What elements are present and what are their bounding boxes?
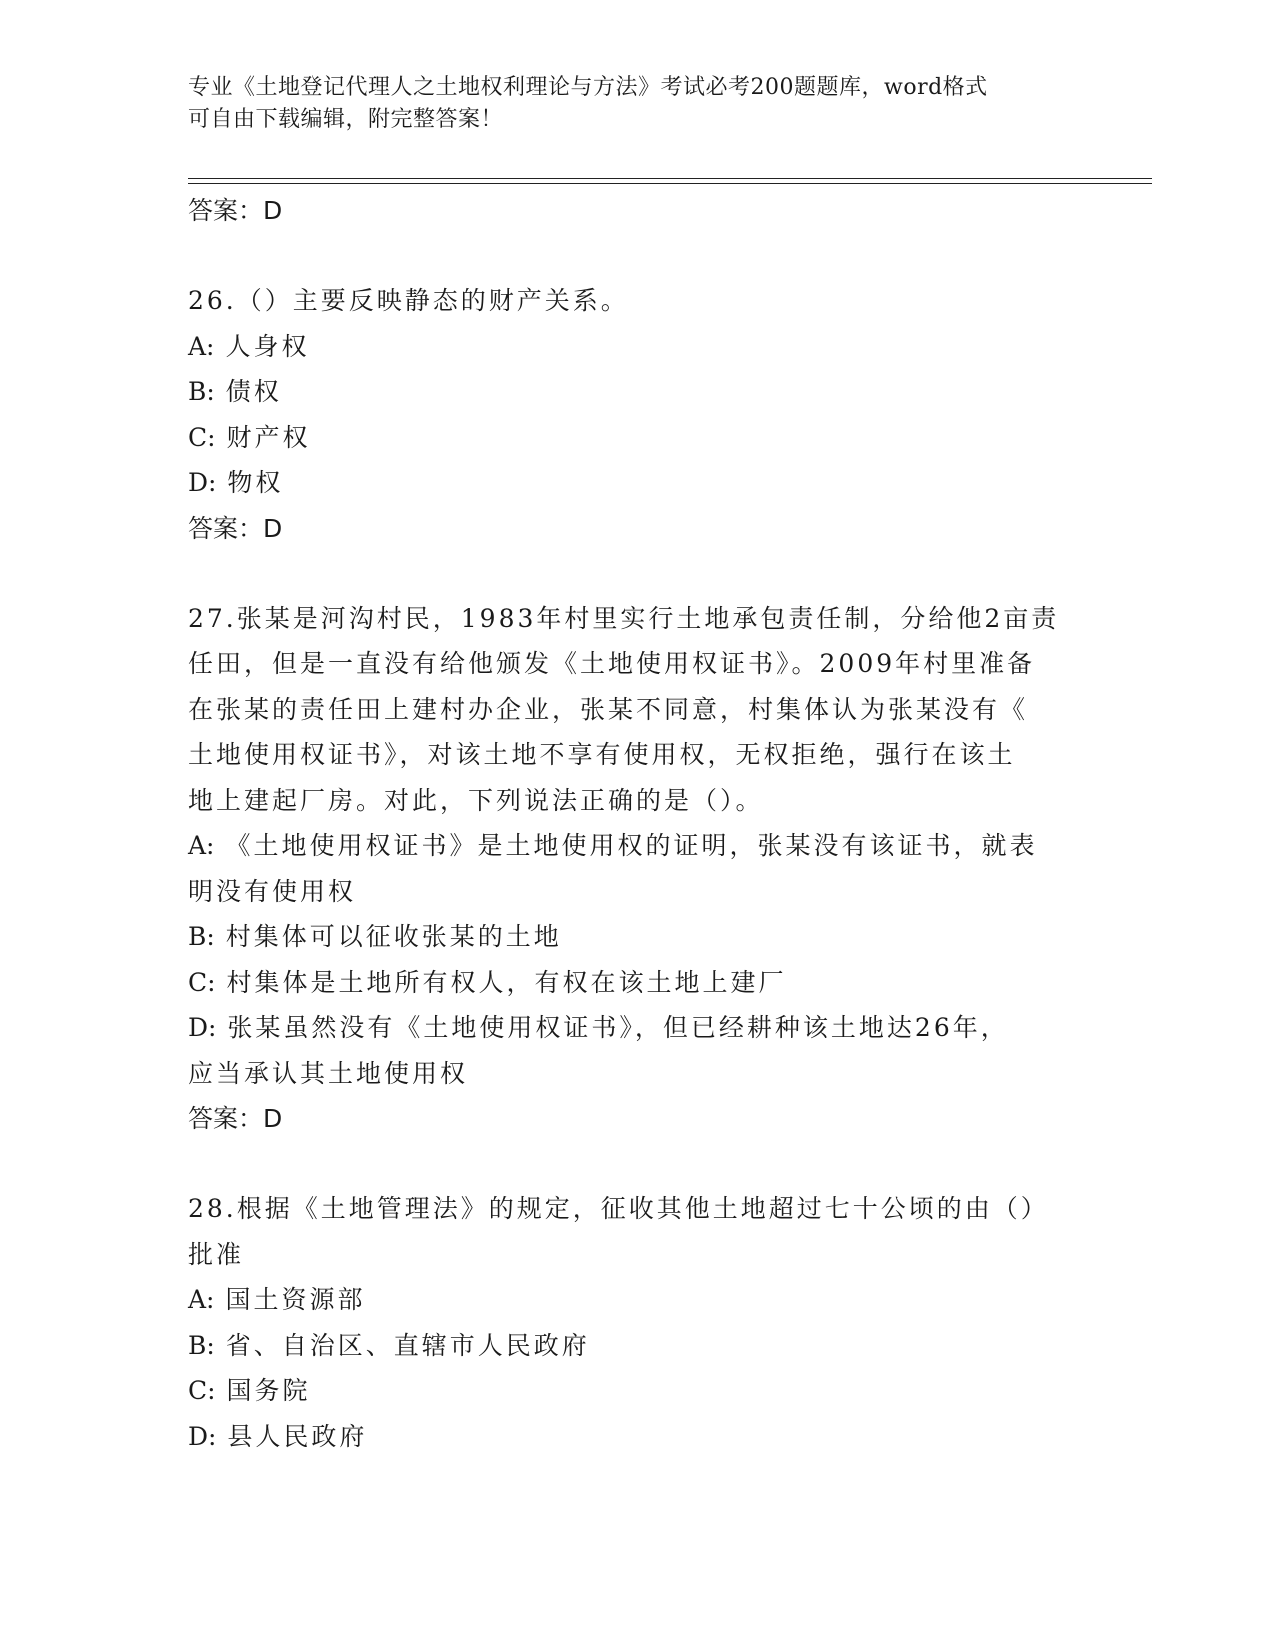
- option-text: 省、自治区、直辖市人民政府: [225, 1330, 590, 1360]
- option-a: [188, 823, 1088, 869]
- option-text: 《土地使用权证书》是土地使用权的证明，张某没有该证书，就表: [225, 831, 1038, 860]
- option-text: 张某虽然没有《土地使用权证书》，但已经耕种该土地达26年，: [227, 1013, 1009, 1042]
- option-text: 县人民政府: [227, 1421, 368, 1451]
- answer-line: 答案：D: [188, 513, 283, 543]
- option-text: 国土资源部: [225, 1285, 366, 1314]
- option-label: B:: [188, 377, 215, 406]
- option-b: [188, 1323, 1088, 1369]
- option-text: 国务院: [226, 1376, 311, 1405]
- option-label: A:: [188, 831, 215, 860]
- question-text-line: 27.张某是河沟村民，1983年村里实行土地承包责任制，分给他2亩责: [188, 603, 1060, 633]
- header-line-2: 可自由下载编辑，附完整答案！: [188, 107, 504, 132]
- option-label: C:: [188, 1376, 216, 1405]
- answer-line: 答案：D: [188, 196, 283, 225]
- option-b: [188, 914, 1088, 960]
- option-label: D:: [188, 1013, 217, 1042]
- option-label: D:: [188, 1421, 217, 1451]
- option-a: [188, 1277, 1088, 1323]
- question-text-line: 任田，但是一直没有给他颁发《土地使用权证书》。2009年村里准备: [188, 649, 1036, 678]
- option-label: A:: [188, 1285, 215, 1314]
- option-text: 村集体可以征收张某的土地: [225, 922, 562, 951]
- option-c: [188, 1368, 1088, 1414]
- option-label: D:: [188, 468, 217, 497]
- question-26: [188, 278, 1088, 551]
- option-d: [188, 1414, 1088, 1460]
- option-label: B:: [188, 922, 215, 951]
- answer-line: 答案：D: [188, 1104, 283, 1133]
- header-rule-top: [188, 178, 1152, 179]
- question-text-line: 28.根据《土地管理法》的规定，征收其他土地超过七十公顷的由（）: [188, 1194, 1049, 1223]
- question-text-line: 批准: [188, 1239, 245, 1269]
- option-text: 村集体是土地所有权人，有权在该土地上建厂: [226, 967, 787, 997]
- option-c: [188, 960, 1088, 1006]
- option-text: 物权: [227, 468, 284, 497]
- option-text: 财产权: [226, 422, 311, 452]
- question-text-line: 地上建起厂房。对此，下列说法正确的是（）。: [188, 785, 764, 815]
- option-text: 债权: [225, 377, 282, 406]
- option-label: A:: [188, 331, 215, 361]
- option-label: B:: [188, 1330, 215, 1360]
- document-header: [188, 72, 1068, 136]
- question-27: [188, 596, 1088, 1142]
- option-label: C:: [188, 422, 216, 452]
- option-a: [188, 324, 1088, 370]
- option-text: 人身权: [225, 331, 310, 361]
- option-c: [188, 415, 1088, 461]
- header-line-1: 专业《土地登记代理人之土地权利理论与方法》考试必考200题题库，word格式: [188, 75, 988, 100]
- question-text-line: 土地使用权证书》，对该土地不享有使用权，无权拒绝，强行在该土: [188, 740, 1016, 769]
- question-28: [188, 1186, 1088, 1459]
- option-d-continued: 应当承认其土地使用权: [188, 1058, 469, 1088]
- option-d: [188, 1005, 1088, 1051]
- question-text-line: 在张某的责任田上建村办企业，张某不同意，村集体认为张某没有《: [188, 694, 1029, 724]
- option-b: [188, 369, 1088, 415]
- option-label: C:: [188, 967, 216, 997]
- question-text: 26.（）主要反映静态的财产关系。: [188, 286, 629, 315]
- document-body: [188, 188, 1088, 1459]
- option-a-continued: 明没有使用权: [188, 876, 357, 906]
- header-rule-bottom: [188, 183, 1152, 184]
- option-d: [188, 460, 1088, 506]
